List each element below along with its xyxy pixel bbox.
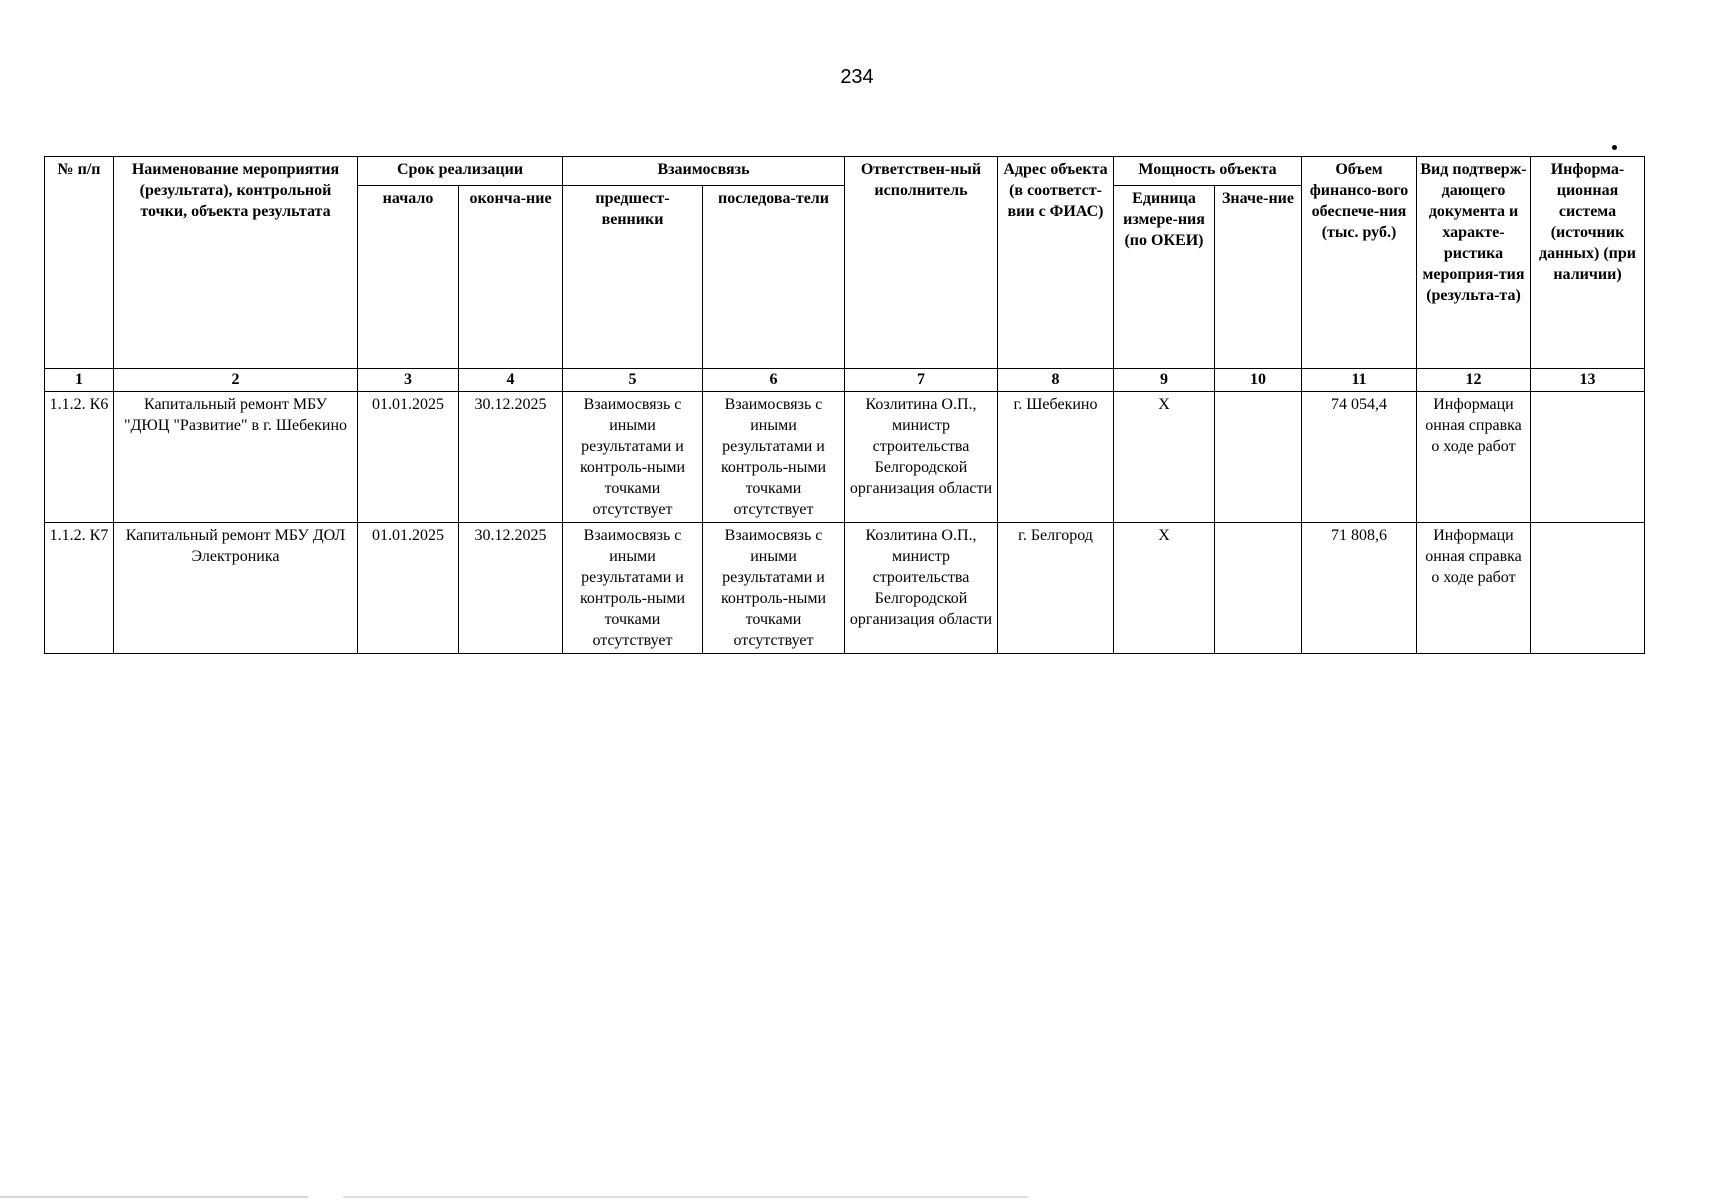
cell-end: 30.12.2025 [459,392,563,523]
column-number: 11 [1302,369,1417,392]
header-pred: предшест-венники [563,186,703,369]
header-value: Значе-ние [1215,186,1302,369]
page-number: 234 [840,66,874,88]
header-term: Срок реализации [358,157,563,186]
header-finance: Объем финансо-вого обеспече-ния (тыс. руб.) [1302,157,1417,369]
column-number: 1 [45,369,114,392]
header-address: Адрес объекта (в соответст-вии с ФИАС) [998,157,1114,369]
cell-succ: Взаимосвязь с иными результатами и контроль-ными точками отсутствует [703,392,845,523]
header-responsible: Ответствен-ный исполнитель [845,157,998,369]
cell-address: г. Белгород [998,523,1114,654]
column-number: 4 [459,369,563,392]
header-end: оконча-ние [459,186,563,369]
header-unit: Единица измере-ния (по ОКЕИ) [1114,186,1215,369]
cell-unit: Х [1114,392,1215,523]
cell-name: Капитальный ремонт МБУ "ДЮЦ "Развитие" в г. Шебекино [114,392,358,523]
column-number: 9 [1114,369,1215,392]
header-start: начало [358,186,459,369]
header-doc: Вид подтверж-дающего документа и характе-ристика мероприя-тия (результа-та) [1417,157,1531,369]
column-number: 5 [563,369,703,392]
column-number: 7 [845,369,998,392]
cell-responsible: Козлитина О.П., министр строительства Белгородской организация области [845,392,998,523]
cell-address: г. Шебекино [998,392,1114,523]
cell-responsible: Козлитина О.П., министр строительства Белгородской организация области [845,523,998,654]
cell-pred: Взаимосвязь с иными результатами и контроль-ными точками отсутствует [563,523,703,654]
header-info: Информа-ционная система (источник данных) (при наличии) [1531,157,1645,369]
cell-name: Капитальный ремонт МБУ ДОЛ Электроника [114,523,358,654]
cell-doc: Информаци онная справка о ходе работ [1417,392,1531,523]
cell-num: 1.1.2. К6 [45,392,114,523]
column-number: 6 [703,369,845,392]
column-number: 10 [1215,369,1302,392]
column-number-row [45,369,1645,392]
header-num: № п/п [45,157,114,369]
column-number: 2 [114,369,358,392]
cell-end: 30.12.2025 [459,523,563,654]
header-row-1 [45,157,1645,186]
scan-dot-mark [1612,145,1617,150]
table-row [45,523,1645,654]
column-number: 8 [998,369,1114,392]
cell-start: 01.01.2025 [358,392,459,523]
column-number: 13 [1531,369,1645,392]
cell-value [1215,392,1302,523]
table-row [45,392,1645,523]
cell-unit: Х [1114,523,1215,654]
cell-finance: 71 808,6 [1302,523,1417,654]
header-link: Взаимосвязь [563,157,845,186]
header-capacity: Мощность объекта [1114,157,1302,186]
cell-info [1531,392,1645,523]
cell-value [1215,523,1302,654]
cell-succ: Взаимосвязь с иными результатами и контроль-ными точками отсутствует [703,523,845,654]
cell-num: 1.1.2. К7 [45,523,114,654]
cell-doc: Информаци онная справка о ходе работ [1417,523,1531,654]
scan-edge-line [0,1196,1714,1198]
cell-pred: Взаимосвязь с иными результатами и контроль-ными точками отсутствует [563,392,703,523]
cell-finance: 74 054,4 [1302,392,1417,523]
column-number: 12 [1417,369,1531,392]
activities-table [44,156,1645,654]
cell-start: 01.01.2025 [358,523,459,654]
header-name: Наименование мероприятия (результата), контрольной точки, объекта результата [114,157,358,369]
header-succ: последова-тели [703,186,845,369]
cell-info [1531,523,1645,654]
column-number: 3 [358,369,459,392]
